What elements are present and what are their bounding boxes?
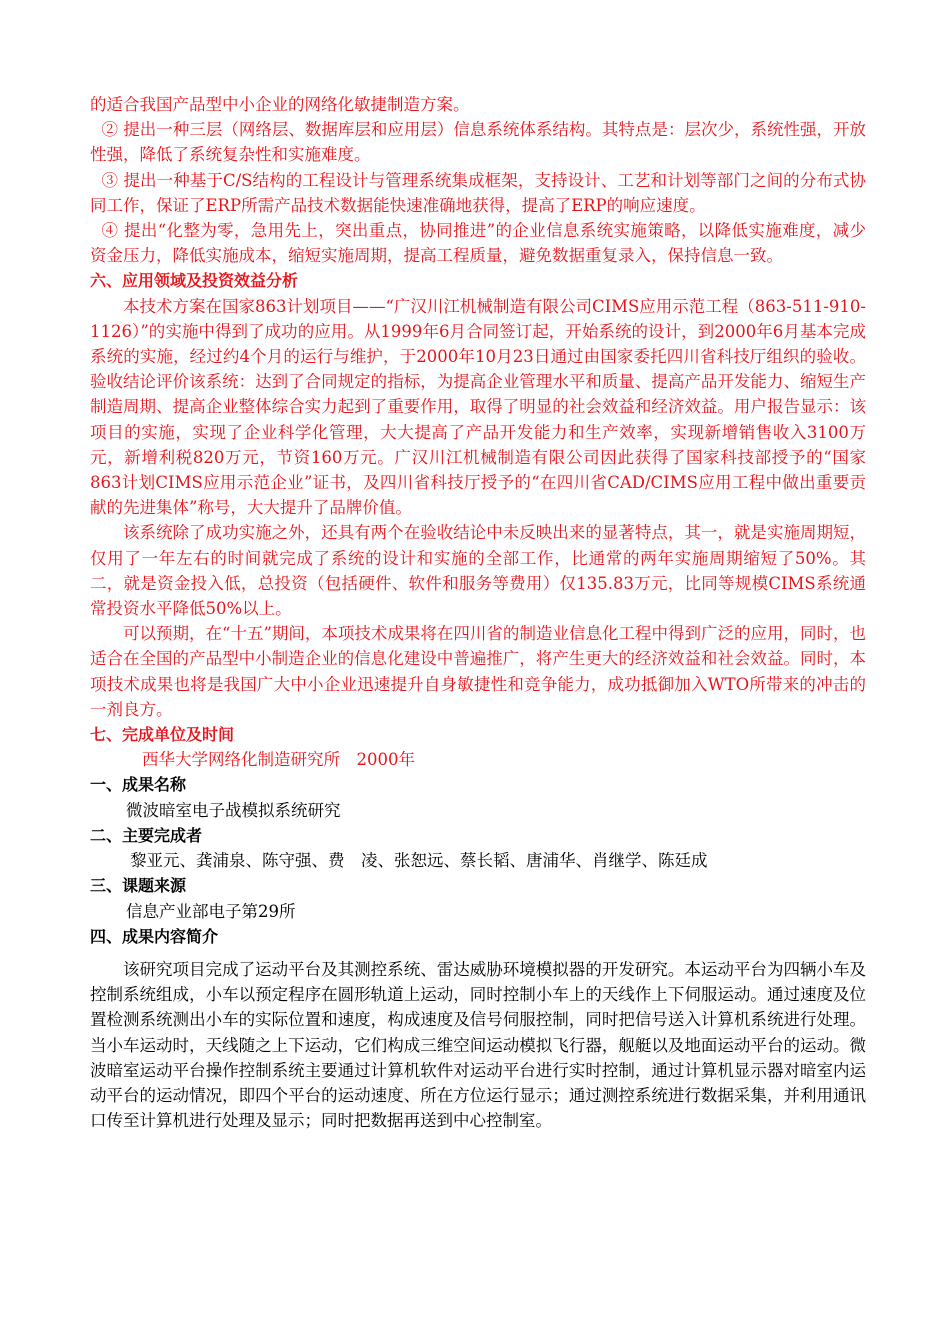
paragraph-continuation: 的适合我国产品型中小企业的网络化敏捷制造方案。: [90, 95, 470, 114]
contributors-list: 黎亚元、龚浦泉、陈守强、费 凌、张恕远、蔡长韬、唐浦华、肖继学、陈廷成: [130, 851, 708, 871]
section-6-paragraph-2: 该系统除了成功实施之外，还具有两个在验收结论中未反映出来的显著特点，其一，就是实施周期短，仅用了一年左右的时间就完成了系统的设计和实施的全部工作，比通常的两年实施周期缩短了50%。其二，就是资金投入低，总投资（包括硬件、软件和服务等费用）仅135.83万元，比同等规模CIMS系统通常投资水平降低50%以上。: [90, 523, 866, 619]
section-6-paragraph-3: 可以预期，在“十五”期间，本项技术成果将在四川省的制造业信息化工程中得到广泛的应用，同时，也适合在全国的产品型中小制造企业的信息化建设中普遍推广，将产生更大的经济效益和社会效益。同时，本项技术成果也将是我国广大中小企业迅速提升自身敏捷性和竞争能力，成功抵御加入WTO所带来的冲击的一剂良方。: [90, 624, 866, 719]
section-6-paragraph-1: 本技术方案在国家863计划项目——“广汉川江机械制造有限公司CIMS应用示范工程（863-511-910-1126）”的实施中得到了成功的应用。从1999年6月合同签订起，开始系统的设计，到2000年6月基本完成系统的实施，经过约4个月的运行与维护，于2000年10月23日通过由国家委托四川省科技厅组织的验收。验收结论评价该系统：达到了合同规定的指标，为提高企业管理水平和质量、提高产品开发能力、缩短生产制造周期、提高企业整体综合实力起到了重要作用，取得了明显的社会效益和经济效益。用户报告显示：该项目的实施，实现了企业科学化管理，大大提高了产品开发能力和生产效率，实现新增销售收入3100万元，新增利税820万元，节资160万元。广汉川江机械制造有限公司因此获得了国家科技部授予的“国家863计划CIMS应用示范企业”证书，及四川省科技厅授予的“在四川省CAD/CIMS应用工程中做出重要贡献的先进集体”称号，大大提升了品牌价值。: [90, 296, 866, 518]
list-item-4: ④ 提出“化整为零，急用先上，突出重点，协同推进”的企业信息系统实施策略，以降低实施难度，减少资金压力，降低实施成本，缩短实施周期，提高工程质量，避免数据重复录入，保持信息一致。: [90, 221, 866, 266]
section-heading-7: 七、完成单位及时间: [90, 725, 235, 745]
heading-content-summary: 四、成果内容简介: [90, 926, 219, 946]
list-item-2: ② 提出一种三层（网络层、数据库层和应用层）信息系统体系结构。其特点是：层次少，系统性强，开放性强，降低了系统复杂性和实施难度。: [90, 120, 866, 165]
red-section: [90, 92, 866, 772]
list-item-3: ③ 提出一种基于C/S结构的工程设计与管理系统集成框架，支持设计、工艺和计划等部门之间的分布式协同工作，保证了ERP所需产品技术数据能快速准确地获得，提高了ERP的响应速度。: [90, 170, 866, 215]
black-section: [90, 772, 866, 1133]
heading-project-source: 三、课题来源: [90, 876, 187, 896]
section-heading-6: 六、应用领域及投资效益分析: [90, 271, 299, 291]
achievement-name: 微波暗室电子战模拟系统研究: [126, 800, 341, 820]
organization-line: 西华大学网络化制造研究所 2000年: [142, 750, 415, 770]
content-summary-paragraph: 该研究项目完成了运动平台及其测控系统、雷达威胁环境模拟器的开发研究。本运动平台为四辆小车及控制系统组成，小车以预定程序在圆形轨道上运动，同时控制小车上的天线作上下伺服运动。通过速度及位置检测系统测出小车的实际位置和速度，构成速度及信号伺服控制，同时把信号送入计算机系统进行处理。当小车运动时，天线随之上下运动，它们构成三维空间运动模拟飞行器，舰艇以及地面运动平台的运动。微波暗室运动平台操作控制系统主要通过计算机软件对运动平台进行实时控制，通过计算机显示器对暗室内运动平台的运动情况，即四个平台的运动速度、所在方位运行显示；通过测控系统进行数据采集，并利用通讯口传至计算机进行处理及显示；同时把数据再送到中心控制室。: [90, 959, 866, 1131]
heading-main-contributors: 二、主要完成者: [90, 825, 203, 845]
project-source: 信息产业部电子第29所: [126, 901, 296, 921]
heading-achievement-name: 一、成果名称: [90, 775, 187, 795]
